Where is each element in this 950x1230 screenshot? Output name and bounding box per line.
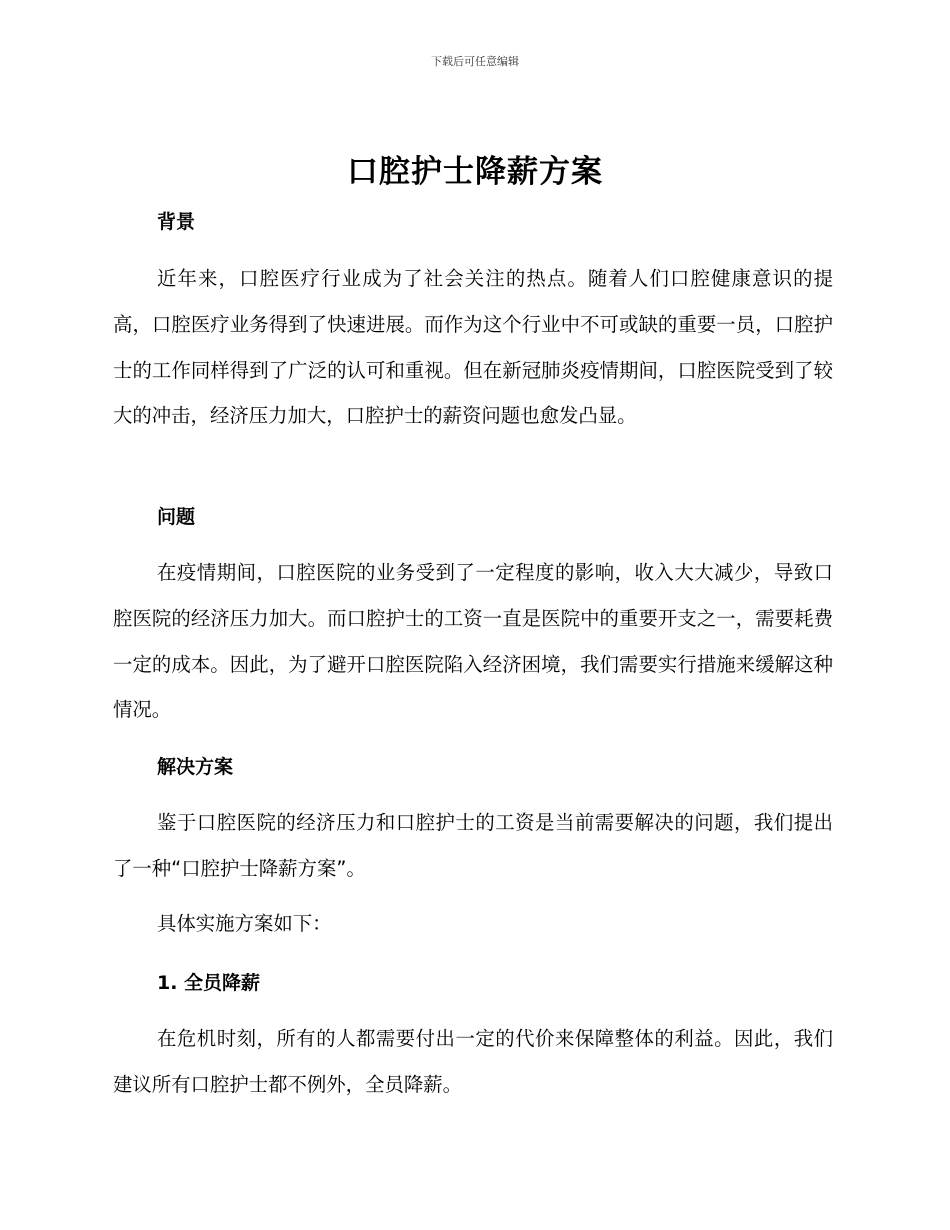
section-heading-problem: 问题 bbox=[157, 506, 196, 528]
paragraph-background: 近年来，口腔医疗行业成为了社会关注的热点。随着人们口腔健康意识的提高，口腔医疗业务得到了快速进展。而作为这个行业中不可或缺的重要一员，口腔护士的工作同样得到了广泛的认可和重视。但在新冠肺炎疫情期间，口腔医院受到了较大的冲击，经济压力加大，口腔护士的薪资问题也愈发凸显。 bbox=[113, 267, 833, 428]
paragraph-item-1: 在危机时刻，所有的人都需要付出一定的代价来保障整体的利益。因此，我们建议所有口腔护士都不例外，全员降薪。 bbox=[113, 1027, 833, 1096]
paragraph-problem: 在疫情期间，口腔医院的业务受到了一定程度的影响，收入大大减少，导致口腔医院的经济压力加大。而口腔护士的工资一直是医院中的重要开支之一，需要耗费一定的成本。因此，为了避开口腔医院陷入经济困境，我们需要实行措施来缓解这种情况。 bbox=[113, 561, 833, 722]
page-header-note: 下载后可任意编辑 bbox=[431, 55, 519, 68]
section-heading-background: 背景 bbox=[157, 211, 196, 233]
section-heading-solution: 解决方案 bbox=[157, 756, 234, 778]
paragraph-solution-plan: 具体实施方案如下： bbox=[157, 912, 332, 935]
document-title: 口腔护士降薪方案 bbox=[347, 154, 603, 190]
paragraph-solution-intro: 鉴于口腔医院的经济压力和口腔护士的工资是当前需要解决的问题，我们提出了一种“口腔护士降薪方案”。 bbox=[113, 811, 833, 880]
section-heading-item-1: 1. 全员降薪 bbox=[157, 972, 261, 994]
